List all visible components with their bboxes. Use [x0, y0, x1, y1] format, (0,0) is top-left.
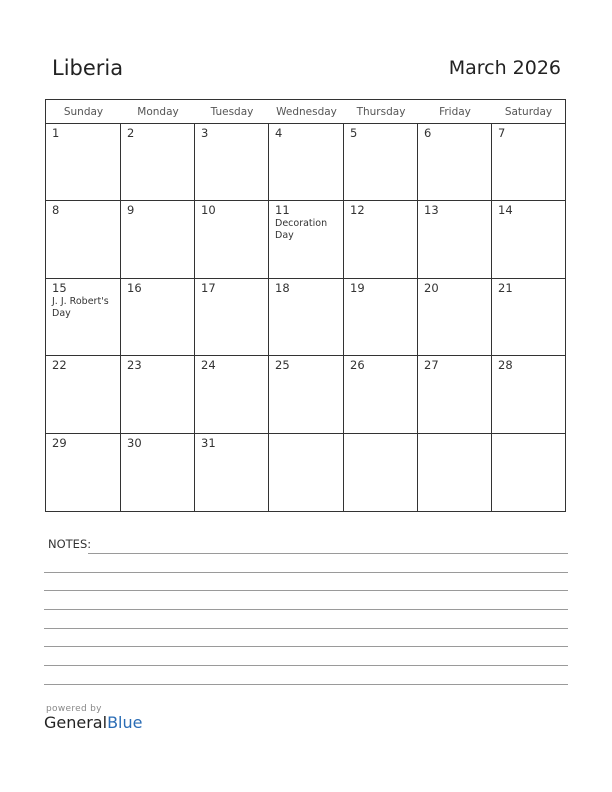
day-cell [121, 201, 195, 278]
day-cell [492, 356, 565, 433]
day-cell [492, 201, 565, 278]
month-year-title: March 2026 [448, 57, 561, 79]
day-number: 1 [52, 126, 60, 140]
brand-name [44, 713, 142, 732]
day-number: 14 [498, 203, 513, 218]
brand-blue: Blue [107, 713, 143, 732]
day-cell [195, 279, 269, 356]
day-number: 28 [498, 358, 513, 373]
day-cell [344, 201, 418, 278]
holiday-label: J. J. Robert's Day [52, 295, 109, 319]
day-number: 8 [52, 203, 60, 218]
day-number: 2 [127, 126, 135, 140]
day-number: 26 [350, 358, 365, 373]
day-cell [418, 279, 492, 356]
day-number: 9 [127, 203, 135, 218]
day-number: 17 [201, 280, 216, 295]
day-cell [46, 201, 121, 278]
day-cell [269, 201, 344, 278]
day-number: 27 [424, 358, 439, 373]
day-cell [492, 124, 565, 201]
generalblue-logo[interactable] [44, 704, 142, 732]
weekday-header: Tuesday [195, 100, 269, 124]
day-cell [121, 356, 195, 433]
day-cell [121, 434, 195, 511]
day-number: 25 [275, 358, 290, 373]
day-cell [418, 124, 492, 201]
day-cell [121, 124, 195, 201]
day-cell [46, 434, 121, 511]
weekday-header: Wednesday [269, 100, 344, 124]
day-number: 16 [127, 280, 142, 295]
day-cell [46, 279, 121, 356]
day-cell [46, 124, 121, 201]
note-line [88, 553, 568, 554]
day-cell [269, 434, 344, 511]
day-number: 6 [424, 126, 432, 140]
day-cell [269, 279, 344, 356]
weekday-header: Saturday [492, 100, 565, 124]
day-number: 5 [350, 126, 358, 140]
day-number: 18 [275, 280, 290, 295]
day-number: 10 [201, 203, 216, 218]
day-number: 30 [127, 435, 142, 450]
day-number: 12 [350, 203, 365, 218]
holiday-label: Decoration Day [275, 218, 328, 242]
day-cell [418, 201, 492, 278]
day-number: 24 [201, 358, 216, 373]
day-cell [195, 356, 269, 433]
day-number: 7 [498, 126, 506, 140]
day-cell [418, 356, 492, 433]
day-cell [195, 201, 269, 278]
powered-by-text: powered by [46, 704, 102, 714]
weekday-header: Friday [418, 100, 492, 124]
day-number: 13 [424, 203, 439, 218]
weekday-header: Sunday [46, 100, 121, 124]
weekday-header: Monday [121, 100, 195, 124]
notes-label: NOTES: [48, 537, 92, 551]
day-cell [269, 124, 344, 201]
day-cell [195, 124, 269, 201]
brand-general: General [44, 713, 108, 732]
day-cell [344, 434, 418, 511]
day-cell [269, 356, 344, 433]
note-line [44, 628, 568, 629]
day-cell [344, 356, 418, 433]
day-number: 4 [275, 126, 283, 140]
day-cell [492, 279, 565, 356]
day-number: 11 [275, 203, 290, 218]
note-line [44, 665, 568, 666]
day-number: 20 [424, 280, 439, 295]
day-cell [492, 434, 565, 511]
country-title: Liberia [52, 56, 124, 80]
note-line [44, 590, 568, 591]
day-number: 31 [201, 435, 216, 450]
note-line [44, 572, 568, 573]
day-cell [46, 356, 121, 433]
day-number: 23 [127, 358, 142, 373]
day-number: 22 [52, 358, 67, 373]
day-number: 15 [52, 280, 67, 295]
day-number: 21 [498, 280, 513, 295]
day-cell [195, 434, 269, 511]
weekday-header: Thursday [344, 100, 418, 124]
day-cell [344, 279, 418, 356]
note-line [44, 609, 568, 610]
day-number: 29 [52, 435, 67, 450]
calendar-grid [45, 99, 566, 512]
day-cell [344, 124, 418, 201]
day-number: 19 [350, 280, 365, 295]
note-line [44, 646, 568, 647]
note-line [44, 684, 568, 685]
day-cell [418, 434, 492, 511]
day-number: 3 [201, 126, 209, 140]
day-cell [121, 279, 195, 356]
